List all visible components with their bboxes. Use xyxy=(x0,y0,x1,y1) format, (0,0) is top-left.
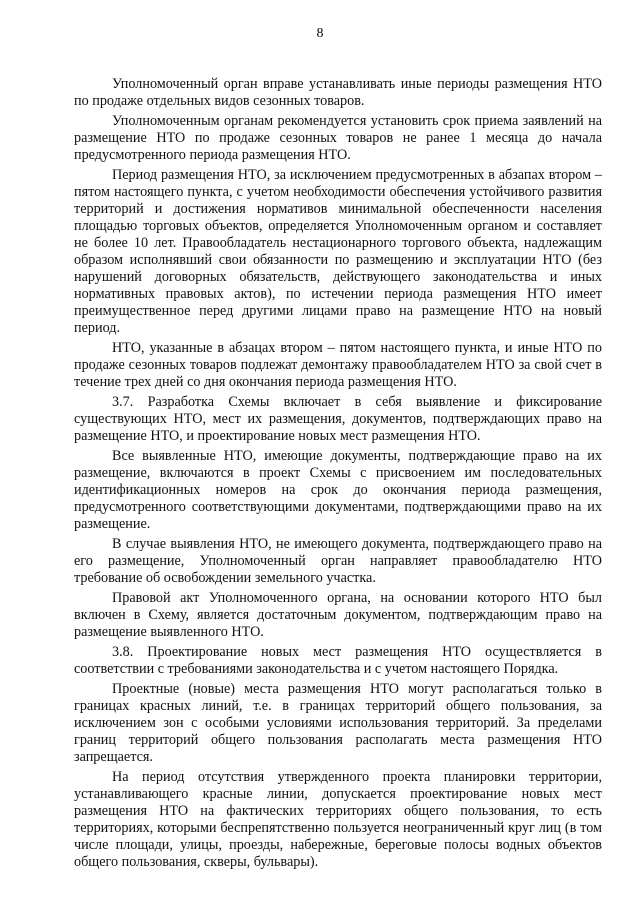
document-body xyxy=(74,76,602,874)
paragraph: В случае выявления НТО, не имеющего документа, подтверждающего право на его размещение, Уполномоченный орган направляет правообладателю НТО требование об освобождении земельного участка. xyxy=(74,536,602,586)
paragraph: Правовой акт Уполномоченного органа, на основании которого НТО был включен в Схему, является достаточным документом, подтверждающим право на размещение выявленного НТО. xyxy=(74,590,602,640)
paragraph: Уполномоченный орган вправе устанавливать иные периоды размещения НТО по продаже отдельных видов сезонных товаров. xyxy=(74,76,602,109)
page-number: 8 xyxy=(316,26,324,41)
paragraph: На период отсутствия утвержденного проекта планировки территории, устанавливающего красные линии, допускается проектирование новых мест размещения НТО на фактических территориях общего пользования, то есть территориях, которыми беспрепятственно пользуется неограниченный круг лиц (в том числе площади, улицы, проезды, набережные, береговые полосы водных объектов общего пользования, скверы, бульвары). xyxy=(74,769,602,870)
paragraph: Уполномоченным органам рекомендуется установить срок приема заявлений на размещение НТО по продаже сезонных товаров не ранее 1 месяца до начала предусмотренного периода размещения НТО. xyxy=(74,113,602,163)
paragraph: Проектные (новые) места размещения НТО могут располагаться только в границах красных линий, т.е. в границах территорий общего пользования, за исключением зон с особыми условиями использования территорий. За пределами границ территорий общего пользования располагать места размещения НТО запрещается. xyxy=(74,681,602,765)
paragraph-section-3-7: 3.7. Разработка Схемы включает в себя выявление и фиксирование существующих НТО, мест их размещения, документов, подтверждающих право на размещение НТО, и проектирование новых мест размещения НТО. xyxy=(74,394,602,444)
paragraph: НТО, указанные в абзацах втором – пятом настоящего пункта, и иные НТО по продаже сезонных товаров подлежат демонтажу правообладателем НТО за свой счет в течение трех дней со дня окончания периода размещения НТО. xyxy=(74,340,602,390)
paragraph: Период размещения НТО, за исключением предусмотренных в абзапах втором – пятом настоящего пункта, с учетом необходимости обеспечения устойчивого развития территорий и достижения нормативов минимальной обеспеченности населения площадью торговых объектов, определяется Уполномоченным органом и составляет не более 10 лет. Правообладатель нестационарного торгового объекта, надлежащим образом исполнявший свои обязанности по размещению и эксплуатации НТО (без нарушений договорных обязательств, действующего законодательства и иных нормативных правовых актов), по истечении периода размещения НТО имеет преимущественное перед другими лицами право на размещение НТО на новый период. xyxy=(74,167,602,336)
paragraph: Все выявленные НТО, имеющие документы, подтверждающие право на их размещение, включаются в проект Схемы с присвоением им последовательных идентификационных номеров на срок до окончания периода размещения, предусмотренного соответствующими документами, подтверждающими право на их размещение. xyxy=(74,448,602,532)
paragraph-section-3-8: 3.8. Проектирование новых мест размещения НТО осуществляется в соответствии с требованиями законодательства и с учетом настоящего Порядка. xyxy=(74,644,602,677)
